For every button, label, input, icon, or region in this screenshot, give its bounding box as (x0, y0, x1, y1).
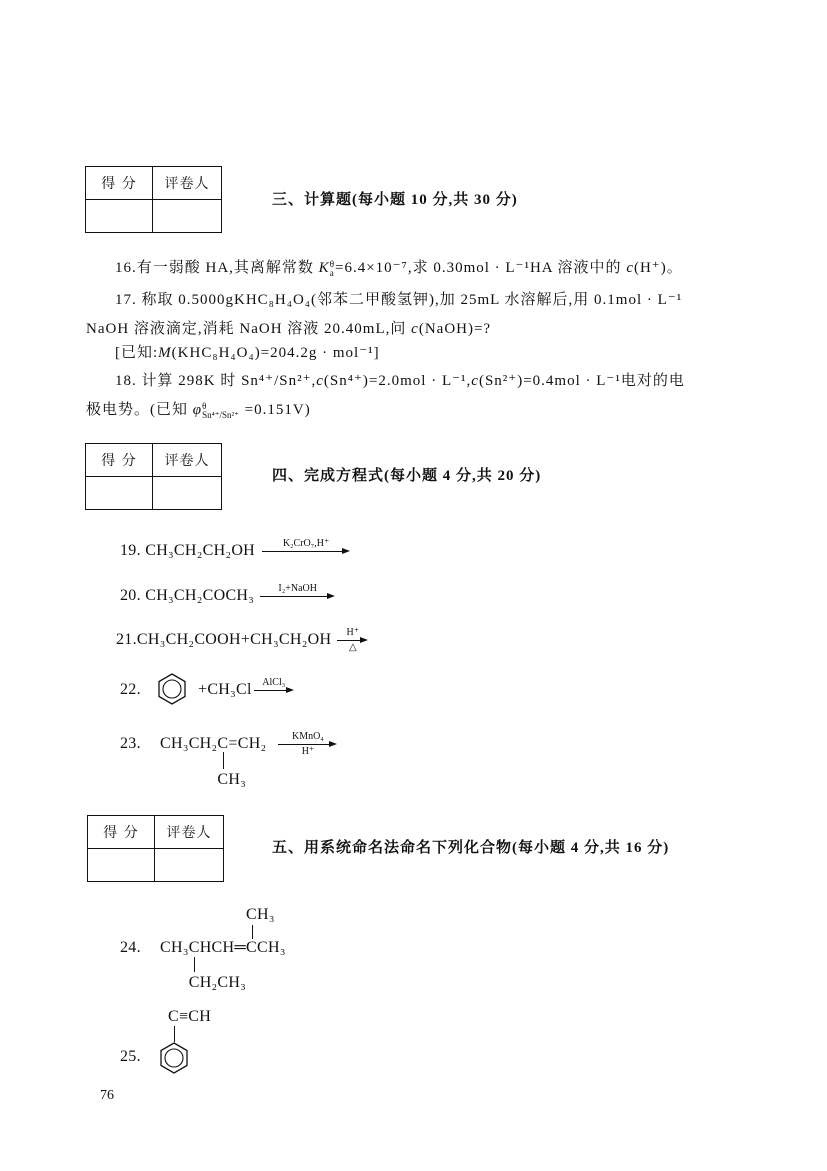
reactant-formula: +CH₃Cl (198, 681, 252, 698)
grader-cell (155, 849, 224, 882)
ethyl-branch: CH₂CH₃ (188, 974, 247, 991)
reaction-arrow (262, 538, 350, 561)
grader-label: 评卷人 (153, 444, 222, 477)
question-text: [已知: (115, 345, 159, 361)
question-18-line-2 (86, 400, 311, 420)
reagent-label: K₂CrO₇,H⁺ (282, 538, 330, 549)
alkyne-substituent: C≡CH (168, 1008, 212, 1025)
arrow-shaft (254, 690, 288, 691)
molar-mass-symbol: M (158, 345, 172, 361)
concentration-symbol: c (411, 321, 419, 337)
reactant-formula: CH₃CH₂COOH+CH₃CH₂OH (136, 631, 332, 648)
superscript: θ (329, 258, 334, 269)
formula-segment: CH₃CH₂ (160, 735, 218, 752)
question-text: =0.151V) (239, 402, 311, 418)
question-24 (160, 906, 286, 991)
heat-symbol: △ (348, 642, 357, 653)
question-text: 16.有一弱酸 HA,其离解常数 (115, 260, 319, 276)
formula-segment: C (246, 939, 258, 956)
subscript: Sn⁴⁺/Sn²⁺ (202, 409, 239, 420)
question-21 (116, 627, 368, 653)
concentration-symbol: c (626, 260, 634, 276)
arrow-head (342, 548, 350, 554)
reaction-arrow (337, 627, 368, 653)
score-label: 得 分 (86, 444, 153, 477)
reaction-arrow (260, 583, 335, 606)
question-19 (120, 538, 350, 561)
catalyst-label: H⁺ (301, 746, 315, 757)
question-23 (160, 731, 337, 788)
reactant-formula: CH₃CH₂COCH₃ (145, 587, 255, 604)
grader-cell (153, 477, 222, 510)
question-24-number: 24. (120, 939, 141, 956)
formula-segment: CH₃ (257, 939, 286, 956)
potential-symbol: φ (192, 402, 203, 418)
arrow-shaft (262, 551, 344, 552)
catalyst-label: AlCl₃ (262, 677, 286, 688)
methyl-branch: CH₃ (246, 906, 275, 923)
constant-symbol: K (318, 260, 330, 276)
arrow-head (327, 593, 335, 599)
branch-point (217, 734, 247, 788)
section-heading: 四、完成方程式(每小题 4 分,共 20 分) (272, 468, 542, 484)
question-23-number: 23. (120, 735, 141, 752)
question-17-line-1: 17. 称取 0.5000gKHC₈H₄O₄(邻苯二甲酸氢钾),加 25mL 水溶解后,用 0.1mol · L⁻¹ (115, 292, 683, 308)
vertical-bond (174, 1026, 175, 1042)
section-heading: 三、计算题(每小题 10 分,共 30 分) (272, 192, 518, 208)
question-number: 21. (116, 631, 137, 648)
question-text: =6.4×10⁻⁷,求 0.30mol · L⁻¹HA 溶液中的 (335, 260, 627, 276)
question-17-given (115, 343, 380, 363)
catalyst-label: H⁺ (346, 627, 360, 638)
vertical-bond (223, 752, 224, 769)
superscript: θ (202, 400, 207, 411)
reagent-label: KMnO₄ (292, 731, 324, 742)
score-box (85, 443, 222, 510)
branch-point (246, 906, 275, 958)
question-18-line-1 (115, 371, 685, 391)
formula-segment: CH₃ (160, 939, 189, 956)
score-label: 得 分 (86, 167, 153, 200)
grader-cell (153, 200, 222, 233)
question-text: (Sn²⁺)=0.4mol · L⁻¹电对的电 (478, 373, 685, 389)
concentration-symbol: c (316, 373, 324, 389)
concentration-symbol: c (471, 373, 479, 389)
question-text: 18. 计算 298K 时 Sn⁴⁺/Sn²⁺, (115, 373, 317, 389)
question-22 (198, 677, 294, 700)
formula-segment: C (188, 939, 200, 956)
question-text: 极电势。(已知 (86, 402, 193, 418)
benzene-ring (156, 673, 188, 705)
question-17-line-2 (86, 319, 491, 339)
vertical-bond (194, 957, 195, 972)
question-text: (NaOH)=? (418, 321, 492, 337)
question-text: NaOH 溶液滴定,消耗 NaOH 溶液 20.40mL,问 (86, 321, 412, 337)
grader-label: 评卷人 (153, 167, 222, 200)
formula-segment: C (217, 735, 229, 752)
score-cell (86, 200, 153, 233)
score-cell (86, 477, 153, 510)
benzene-ring (158, 1042, 190, 1074)
arrow-shaft (337, 640, 362, 641)
arrow-head (286, 687, 294, 693)
reactant-formula: CH₃CH₂CH₂OH (145, 542, 256, 559)
question-20 (120, 583, 335, 606)
question-16 (115, 258, 683, 278)
reagent-label: I₂+NaOH (278, 583, 317, 594)
question-text: (H⁺)。 (633, 260, 683, 276)
formula-segment: =CH₂ (228, 735, 267, 752)
question-22-number: 22. (120, 681, 141, 698)
constant-indices (330, 260, 334, 278)
arrow-shaft (260, 596, 329, 597)
question-number: 20. (120, 587, 141, 604)
vertical-bond (252, 925, 253, 939)
score-box (85, 166, 222, 233)
arrow-shaft (278, 744, 331, 745)
score-label: 得 分 (88, 816, 155, 849)
potential-indices (202, 402, 239, 420)
page-number: 76 (100, 1088, 114, 1103)
question-text: (KHC₈H₄O₄)=204.2g · mol⁻¹] (171, 345, 380, 361)
section-heading: 五、用系统命名法命名下列化合物(每小题 4 分,共 16 分) (272, 840, 670, 856)
question-text: (Sn⁴⁺)=2.0mol · L⁻¹, (323, 373, 472, 389)
reaction-arrow (254, 677, 294, 700)
question-number: 19. (120, 542, 141, 559)
reaction-arrow (278, 731, 337, 757)
formula-segment: HCH═ (199, 939, 247, 956)
score-box (87, 815, 224, 882)
subscript: a (329, 267, 334, 278)
score-cell (88, 849, 155, 882)
grader-label: 评卷人 (155, 816, 224, 849)
methyl-branch: CH₃ (217, 771, 247, 788)
question-25-number: 25. (120, 1048, 141, 1065)
